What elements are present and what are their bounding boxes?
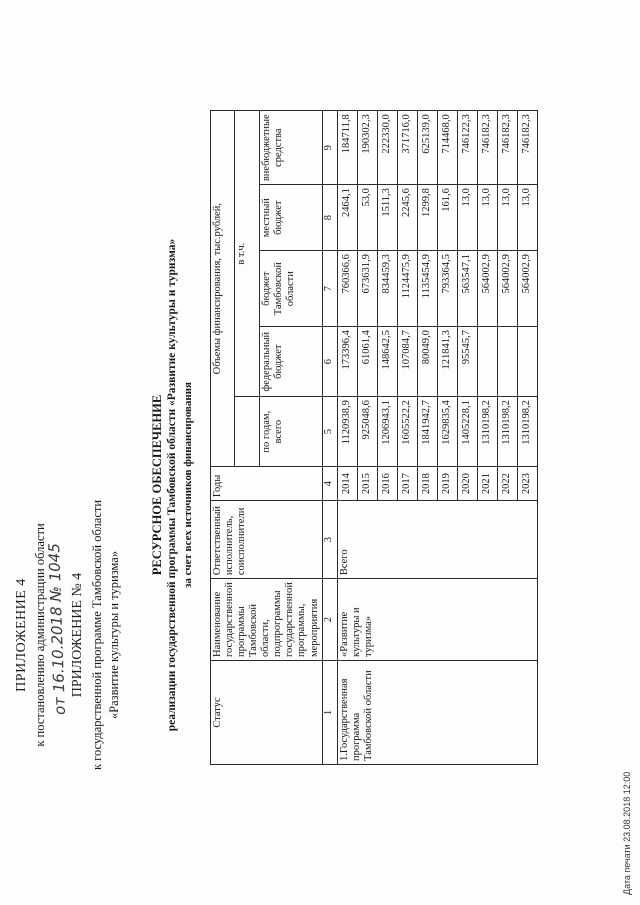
year-cell: 2016: [377, 467, 397, 501]
col-number: 7: [322, 251, 337, 327]
federal-cell: 80049,0: [417, 327, 437, 397]
local-cell: 13,0: [497, 185, 517, 251]
federal-cell: [477, 327, 497, 397]
table-row: [337, 111, 357, 765]
program-name: «Развитие культуры и туризма»: [337, 579, 537, 661]
resource-title: РЕСУРСНОЕ ОБЕСПЕЧЕНИЕ: [150, 394, 164, 576]
header-volumes: Объемы финансирования, тыс.рублей,: [211, 111, 235, 467]
local-cell: 161,6: [437, 185, 457, 251]
header-federal: федеральный бюджет: [259, 327, 322, 397]
extra-cell: 746182,3: [477, 111, 497, 185]
regional-cell: 1124475,9: [397, 251, 417, 327]
year-cell: 2022: [497, 467, 517, 501]
total-cell: 1310198,2: [497, 397, 517, 467]
col-number: 2: [322, 579, 337, 661]
extra-cell: 371716,0: [397, 111, 417, 185]
col-number: 8: [322, 185, 337, 251]
federal-cell: [497, 327, 517, 397]
extra-cell: 746122,3: [457, 111, 477, 185]
extra-cell: 222330,0: [377, 111, 397, 185]
year-cell: 2018: [417, 467, 437, 501]
extra-cell: 746182,3: [497, 111, 517, 185]
col-number: 4: [322, 467, 337, 501]
sub-appendix-line-1: к государственной программе Тамбовской области: [90, 499, 104, 771]
appendix-title: ПРИЛОЖЕНИЕ 4: [14, 578, 29, 692]
total-cell: 1120938,9: [337, 397, 357, 467]
header-name: Наименование государственной программы Тамбовской области, подпрограммы государственной программы, мероприятия: [211, 579, 323, 661]
extra-cell: 746182,3: [517, 111, 537, 185]
year-cell: 2019: [437, 467, 457, 501]
total-cell: 1405228,1: [457, 397, 477, 467]
resource-subtitle-2: за счет всех источников финансирования: [182, 382, 194, 589]
col-number: 5: [322, 397, 337, 467]
total-cell: 1310198,2: [477, 397, 497, 467]
year-cell: 2023: [517, 467, 537, 501]
total-cell: 1310198,2: [517, 397, 537, 467]
regional-cell: 564002,9: [497, 251, 517, 327]
total-cell: 1206943,1: [377, 397, 397, 467]
extra-cell: 184711,8: [337, 111, 357, 185]
federal-cell: 107084,7: [397, 327, 417, 397]
local-cell: 1299,8: [417, 185, 437, 251]
extra-cell: 190302,3: [357, 111, 377, 185]
local-cell: 2245,6: [397, 185, 417, 251]
extra-cell: 714468,0: [437, 111, 457, 185]
extra-cell: 625139,0: [417, 111, 437, 185]
header-total: по годам, всего: [259, 397, 322, 467]
responsible-cell: Всего: [337, 501, 537, 579]
federal-cell: [517, 327, 537, 397]
funding-table: [210, 110, 538, 765]
header-years: Годы: [211, 467, 323, 501]
col-number: 1: [322, 661, 337, 765]
local-cell: 53,0: [357, 185, 377, 251]
resource-subtitle-1: реализации государственной программы Тамбовской области «Развитие культуры и туризма»: [166, 238, 178, 732]
header-status: Статус: [211, 661, 323, 765]
total-cell: 1605522,2: [397, 397, 417, 467]
print-date: Дата печати 23.08.2018 12:00: [622, 771, 632, 895]
federal-cell: 61061,4: [357, 327, 377, 397]
year-cell: 2020: [457, 467, 477, 501]
header-incl: в т.ч.: [235, 111, 259, 397]
col-number: 9: [322, 111, 337, 185]
regional-cell: 563547,1: [457, 251, 477, 327]
sub-appendix-line-2: «Развитие культуры и туризма»: [107, 550, 121, 720]
regional-cell: 834459,3: [377, 251, 397, 327]
header-local: местный бюджет: [259, 185, 322, 251]
year-cell: 2014: [337, 467, 357, 501]
federal-cell: 95545,7: [457, 327, 477, 397]
local-cell: 13,0: [477, 185, 497, 251]
regional-cell: 793364,5: [437, 251, 457, 327]
program-status: 1.Государственная программа Тамбовской области: [337, 661, 537, 765]
year-cell: 2015: [357, 467, 377, 501]
col-number: 6: [322, 327, 337, 397]
header-regional: бюджет Тамбовской области: [259, 251, 322, 327]
total-cell: 1841942,7: [417, 397, 437, 467]
year-cell: 2021: [477, 467, 497, 501]
sub-appendix-title: ПРИЛОЖЕНИЕ № 4: [70, 572, 85, 698]
regional-cell: 1135454,9: [417, 251, 437, 327]
federal-cell: 173396,4: [337, 327, 357, 397]
col-number: 3: [322, 501, 337, 579]
federal-cell: 148642,5: [377, 327, 397, 397]
local-cell: 13,0: [457, 185, 477, 251]
total-cell: 1629835,4: [437, 397, 457, 467]
year-cell: 2017: [397, 467, 417, 501]
regional-cell: 673631,9: [357, 251, 377, 327]
header-extra: внебюджетные средства: [259, 111, 322, 185]
appendix-decree-line: к постановлению администрации области: [33, 523, 47, 747]
handwritten-date-number: от 16.10.2018 № 1045: [45, 542, 69, 716]
local-cell: 13,0: [517, 185, 537, 251]
regional-cell: 564002,9: [477, 251, 497, 327]
local-cell: 1511,3: [377, 185, 397, 251]
header-responsible: Ответственный исполнитель, соисполнители: [211, 501, 323, 579]
regional-cell: 564002,9: [517, 251, 537, 327]
regional-cell: 760366,6: [337, 251, 357, 327]
total-cell: 925048,6: [357, 397, 377, 467]
local-cell: 2464,1: [337, 185, 357, 251]
federal-cell: 121841,3: [437, 327, 457, 397]
